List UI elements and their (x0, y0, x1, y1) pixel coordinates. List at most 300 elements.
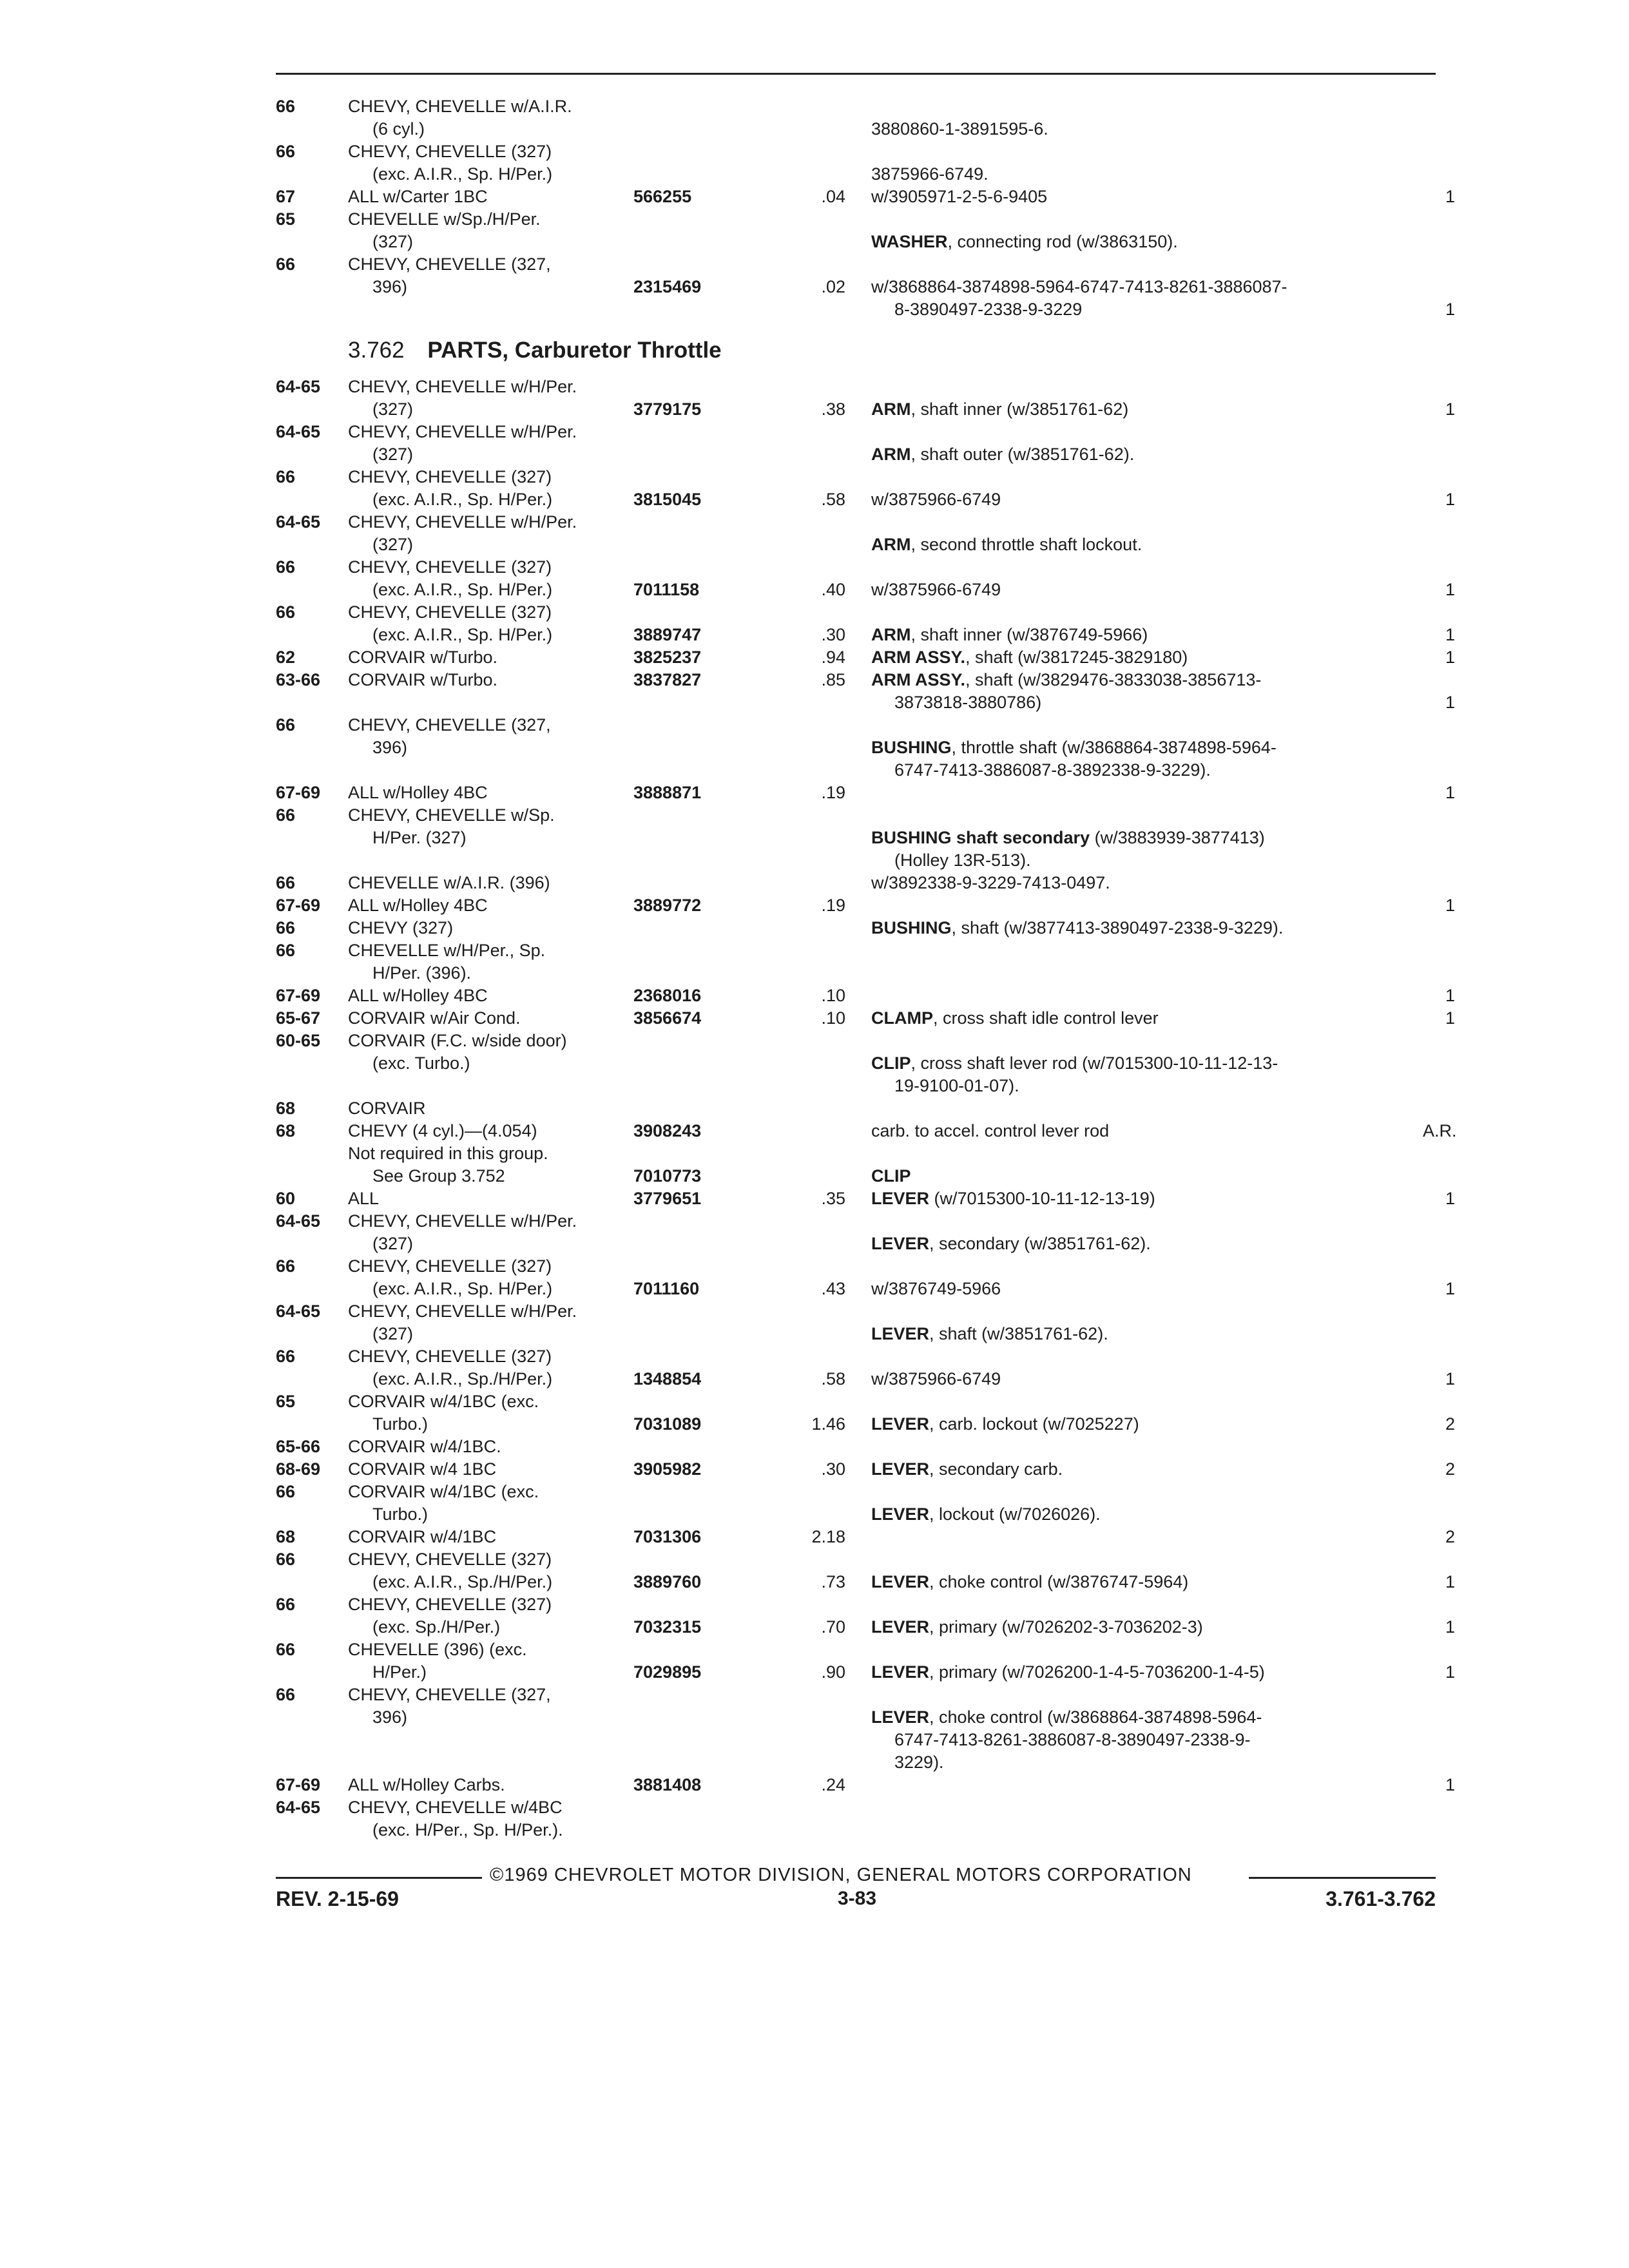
model-year: 66 (276, 467, 296, 486)
parts-row (0, 1030, 1629, 1052)
part-name: ARM (871, 445, 911, 464)
model-year: 64-65 (276, 1302, 321, 1321)
price: .70 (821, 1617, 845, 1637)
part-name: LEVER (871, 1707, 930, 1727)
price: 2.18 (811, 1527, 845, 1546)
part-name: LEVER (871, 1504, 930, 1524)
description: ARM, second throttle shaft lockout. (871, 535, 1142, 554)
description: 6747-7413-3886087-8-3892338-9-3229). (894, 760, 1211, 780)
application: CHEVY, CHEVELLE w/4BC (348, 1798, 563, 1817)
part-number: 7011158 (633, 580, 700, 599)
price: .04 (821, 187, 845, 206)
part-number: 3779651 (633, 1189, 702, 1208)
part-name: ARM (871, 535, 911, 554)
quantity: 1 (1445, 896, 1455, 915)
parts-row (0, 1458, 1629, 1480)
description: w/3875966-6749 (871, 1369, 1001, 1389)
application: CHEVY, CHEVELLE w/H/Per. (348, 377, 577, 396)
application: CORVAIR w/4 1BC (348, 1459, 497, 1479)
application: 396) (372, 1707, 408, 1727)
quantity: 1 (1445, 1279, 1455, 1298)
description: ARM ASSY., shaft (w/3829476-3833038-3856713- (871, 670, 1262, 689)
parts-row (0, 1639, 1629, 1660)
description: BUSHING shaft secondary (w/3883939-3877413) (871, 828, 1265, 847)
price: .30 (821, 625, 845, 644)
application: CHEVY, CHEVELLE (327, (348, 255, 551, 274)
description: w/3876749-5966 (871, 1279, 1001, 1298)
description: BUSHING, shaft (w/3877413-3890497-2338-9-3229). (871, 918, 1284, 937)
part-name: CLIP (871, 1166, 911, 1186)
description (871, 1165, 911, 1187)
application: Not required in this group. (348, 1144, 548, 1163)
description: LEVER, choke control (w/3876747-5964) (871, 1572, 1189, 1591)
parts-row (0, 398, 1629, 420)
application: (327) (372, 1324, 414, 1343)
part-number: 3815045 (633, 490, 702, 509)
quantity: 1 (1445, 1775, 1455, 1794)
description: CLAMP, cross shaft idle control lever (871, 1008, 1159, 1028)
parts-row (0, 939, 1629, 961)
quantity: 1 (1445, 399, 1455, 419)
part-name: CLAMP (871, 1008, 933, 1028)
application: CHEVY (4 cyl.)—(4.054) (348, 1121, 537, 1140)
parts-row (0, 1097, 1629, 1119)
parts-row (0, 1233, 1629, 1254)
parts-row (0, 1075, 1629, 1097)
parts-row (0, 298, 1629, 320)
quantity: 1 (1445, 648, 1455, 667)
parts-row (0, 466, 1629, 488)
description: w/3905971-2-5-6-9405 (871, 187, 1048, 206)
model-year: 65-66 (276, 1437, 321, 1456)
description: (Holley 13R-513). (894, 850, 1031, 870)
quantity: 1 (1445, 300, 1455, 319)
price: .35 (821, 1189, 845, 1208)
parts-row (0, 646, 1629, 668)
description: LEVER, secondary carb. (871, 1459, 1063, 1479)
quantity: 1 (1445, 693, 1455, 712)
parts-row (0, 1323, 1629, 1345)
quantity: 1 (1445, 1662, 1455, 1682)
parts-row (0, 1503, 1629, 1525)
part-name: BUSHING shaft secondary (871, 828, 1090, 847)
quantity: 1 (1445, 580, 1455, 599)
parts-row (0, 736, 1629, 758)
price: .30 (821, 1459, 845, 1479)
parts-row (0, 186, 1629, 207)
quantity: A.R. (1423, 1121, 1457, 1140)
part-name: LEVER (871, 1189, 930, 1208)
model-year: 60-65 (276, 1031, 321, 1050)
quantity: 2 (1445, 1414, 1455, 1434)
application: CHEVY, CHEVELLE w/H/Per. (348, 422, 577, 441)
part-number: 2315469 (633, 277, 702, 296)
application: ALL w/Carter 1BC (348, 187, 488, 206)
parts-row (0, 917, 1629, 939)
quantity: 1 (1445, 187, 1455, 206)
application: CHEVY (327) (348, 918, 454, 937)
parts-row (0, 1142, 1629, 1164)
price: .90 (821, 1662, 845, 1682)
application: CHEVY, CHEVELLE w/H/Per. (348, 1302, 577, 1321)
model-year: 63-66 (276, 670, 321, 689)
application: See Group 3.752 (372, 1166, 505, 1186)
part-number: 7031306 (633, 1527, 702, 1546)
quantity: 1 (1445, 1008, 1455, 1028)
parts-row (0, 1684, 1629, 1706)
model-year: 66 (276, 1640, 296, 1659)
parts-row (0, 421, 1629, 443)
part-name: LEVER (871, 1662, 930, 1682)
parts-row (0, 1774, 1629, 1796)
application: CORVAIR w/4/1BC (348, 1527, 497, 1546)
model-year: 62 (276, 648, 296, 667)
part-number: 7029895 (633, 1662, 702, 1682)
description: LEVER, shaft (w/3851761-62). (871, 1324, 1108, 1343)
price: .19 (821, 896, 845, 915)
description: BUSHING, throttle shaft (w/3868864-3874898-5964- (871, 738, 1277, 757)
model-year: 66 (276, 805, 296, 825)
application: (327) (372, 232, 414, 251)
quantity: 1 (1445, 1369, 1455, 1389)
application: CHEVY, CHEVELLE (327, (348, 1685, 551, 1704)
part-number: 3888871 (633, 783, 702, 802)
parts-row (0, 894, 1629, 916)
description: ARM ASSY., shaft (w/3817245-3829180) (871, 648, 1188, 667)
parts-row (0, 1661, 1629, 1683)
application: 396) (372, 738, 408, 757)
revision-date: REV. 2-15-69 (276, 1887, 399, 1910)
application: CORVAIR w/Turbo. (348, 670, 498, 689)
parts-row (0, 1729, 1629, 1751)
section-title: PARTS, Carburetor Throttle (427, 338, 722, 363)
page-number: 3-83 (838, 1888, 877, 1909)
part-number: 7011160 (633, 1279, 700, 1298)
description: CLIP, cross shaft lever rod (w/7015300-10-11-12-13- (871, 1053, 1278, 1073)
parts-row (0, 1571, 1629, 1593)
description: w/3868864-3874898-5964-6747-7413-8261-3886087- (871, 277, 1287, 296)
parts-row (0, 95, 1629, 117)
parts-row (0, 1210, 1629, 1232)
parts-row (0, 276, 1629, 298)
application: (327) (372, 1234, 414, 1253)
description: ARM, shaft outer (w/3851761-62). (871, 445, 1135, 464)
quantity: 1 (1445, 490, 1455, 509)
parts-row (0, 253, 1629, 275)
part-number: 3889760 (633, 1572, 702, 1591)
description: w/3892338-9-3229-7413-0497. (871, 873, 1110, 892)
quantity: 1 (1445, 783, 1455, 802)
model-year: 66 (276, 1685, 296, 1704)
application: CHEVY, CHEVELLE w/H/Per. (348, 512, 577, 532)
part-name: LEVER (871, 1234, 930, 1253)
parts-row (0, 118, 1629, 140)
parts-row (0, 488, 1629, 510)
parts-row (0, 1796, 1629, 1818)
application: H/Per.) (372, 1662, 427, 1682)
part-number: 566255 (633, 187, 692, 206)
parts-row (0, 1436, 1629, 1457)
parts-row (0, 579, 1629, 601)
model-year: 66 (276, 1482, 296, 1501)
part-number: 3856674 (633, 1008, 702, 1028)
application: (exc. A.I.R., Sp. H/Per.) (372, 1279, 553, 1298)
description: 8-3890497-2338-9-3229 (894, 300, 1083, 319)
application: (exc. A.I.R., Sp. H/Per.) (372, 164, 553, 184)
price: .10 (821, 986, 845, 1005)
description: WASHER, connecting rod (w/3863150). (871, 232, 1178, 251)
part-number: 3881408 (633, 1775, 702, 1794)
model-year: 68 (276, 1121, 296, 1140)
parts-row (0, 1819, 1629, 1841)
model-year: 67-69 (276, 986, 321, 1005)
application: CHEVY, CHEVELLE (327) (348, 557, 552, 577)
section-number: 3.762 (348, 338, 405, 363)
model-year: 66 (276, 873, 296, 892)
footer (0, 1862, 1629, 1888)
part-number: 3889747 (633, 625, 702, 644)
application: ALL w/Holley 4BC (348, 896, 488, 915)
parts-row (0, 376, 1629, 398)
part-name: LEVER (871, 1414, 930, 1434)
part-number: 1348854 (633, 1369, 702, 1389)
part-name: CLIP (871, 1053, 911, 1073)
model-year: 64-65 (276, 1211, 321, 1231)
application: CORVAIR w/4/1BC (exc. (348, 1392, 539, 1411)
parts-row (0, 1120, 1629, 1142)
part-name: ARM (871, 399, 911, 419)
application: CHEVELLE w/H/Per., Sp. (348, 941, 546, 960)
part-number: 2368016 (633, 986, 702, 1005)
description: 3873818-3880786) (894, 693, 1042, 712)
application: CHEVELLE w/Sp./H/Per. (348, 209, 541, 229)
part-name: LEVER (871, 1324, 930, 1343)
model-year: 68-69 (276, 1459, 321, 1479)
application: CHEVY, CHEVELLE (327) (348, 1550, 552, 1569)
model-year: 68 (276, 1099, 296, 1118)
model-year: 66 (276, 941, 296, 960)
part-number: 7032315 (633, 1617, 702, 1637)
parts-row (0, 601, 1629, 623)
description: LEVER, lockout (w/7026026). (871, 1504, 1101, 1524)
application: CORVAIR w/4/1BC (exc. (348, 1482, 539, 1501)
model-year: 66 (276, 715, 296, 735)
parts-row (0, 985, 1629, 1006)
parts-row (0, 669, 1629, 691)
part-name: WASHER (871, 232, 948, 251)
model-year: 64-65 (276, 512, 321, 532)
price: .40 (821, 580, 845, 599)
model-year: 66 (276, 1256, 296, 1276)
part-number: 7031089 (633, 1414, 702, 1434)
price: .58 (821, 490, 845, 509)
application: (exc. A.I.R., Sp. H/Per.) (372, 580, 553, 599)
model-year: 64-65 (276, 377, 321, 396)
parts-row (0, 1007, 1629, 1029)
description: LEVER, secondary (w/3851761-62). (871, 1234, 1151, 1253)
part-name: LEVER (871, 1617, 930, 1637)
part-name: BUSHING (871, 738, 952, 757)
parts-row (0, 1616, 1629, 1638)
application: ALL w/Holley 4BC (348, 783, 488, 802)
quantity: 1 (1445, 1617, 1455, 1637)
parts-row (0, 1255, 1629, 1277)
application: CHEVY, CHEVELLE (327) (348, 602, 552, 622)
application: ALL w/Holley Carbs. (348, 1775, 505, 1794)
parts-row (0, 624, 1629, 646)
description: 3875966-6749. (871, 164, 988, 184)
parts-row (0, 443, 1629, 465)
part-name: LEVER (871, 1572, 930, 1591)
price: .58 (821, 1369, 845, 1389)
description: LEVER, carb. lockout (w/7025227) (871, 1414, 1139, 1434)
part-name: ARM ASSY. (871, 670, 966, 689)
parts-row (0, 691, 1629, 713)
quantity: 1 (1445, 625, 1455, 644)
application: (exc. A.I.R., Sp. H/Per.) (372, 490, 553, 509)
application: ALL w/Holley 4BC (348, 986, 488, 1005)
description: w/3875966-6749 (871, 490, 1001, 509)
model-year: 64-65 (276, 1798, 321, 1817)
parts-row (0, 556, 1629, 578)
parts-row (0, 1165, 1629, 1187)
parts-row (0, 1481, 1629, 1503)
application: CHEVY, CHEVELLE w/Sp. (348, 805, 555, 825)
parts-row (0, 208, 1629, 230)
quantity: 1 (1445, 1572, 1455, 1591)
model-year: 66 (276, 602, 296, 622)
group-range: 3.761-3.762 (1325, 1887, 1436, 1910)
price: .19 (821, 783, 845, 802)
application: (327) (372, 399, 414, 419)
description: w/3875966-6749 (871, 580, 1001, 599)
model-year: 66 (276, 1595, 296, 1614)
model-year: 66 (276, 142, 296, 161)
price: .02 (821, 277, 845, 296)
description: 3229). (894, 1753, 944, 1772)
application: CORVAIR (F.C. w/side door) (348, 1031, 567, 1050)
price: .10 (821, 1008, 845, 1028)
price: 1.46 (811, 1414, 845, 1434)
application: 396) (372, 277, 408, 296)
description: LEVER, choke control (w/3868864-3874898-5964- (871, 1707, 1262, 1727)
parts-row (0, 231, 1629, 253)
model-year: 65 (276, 209, 296, 229)
application: Turbo.) (372, 1504, 429, 1524)
part-number: 7010773 (633, 1166, 702, 1186)
parts-row (0, 1593, 1629, 1615)
application: Turbo.) (372, 1414, 429, 1434)
quantity: 2 (1445, 1459, 1455, 1479)
application: CHEVY, CHEVELLE (327) (348, 1347, 552, 1366)
top-rule (276, 73, 1436, 75)
parts-row (0, 1390, 1629, 1412)
application: CORVAIR (348, 1099, 426, 1118)
description: LEVER (w/7015300-10-11-12-13-19) (871, 1189, 1155, 1208)
model-year: 67 (276, 187, 296, 206)
model-year: 67-69 (276, 896, 321, 915)
application: CORVAIR w/4/1BC. (348, 1437, 501, 1456)
part-number: 3908243 (633, 1121, 702, 1140)
parts-row (0, 1300, 1629, 1322)
description: LEVER, primary (w/7026202-3-7036202-3) (871, 1617, 1203, 1637)
application: CORVAIR w/Turbo. (348, 648, 498, 667)
model-year: 68 (276, 1527, 296, 1546)
application: CHEVY, CHEVELLE (327) (348, 1595, 552, 1614)
application: (exc. H/Per., Sp. H/Per.). (372, 1820, 563, 1840)
price: .38 (821, 399, 845, 419)
parts-row (0, 533, 1629, 555)
part-number: 3905982 (633, 1459, 702, 1479)
application: CORVAIR w/Air Cond. (348, 1008, 521, 1028)
model-year: 66 (276, 918, 296, 937)
part-name: BUSHING (871, 918, 952, 937)
application: (6 cyl.) (372, 119, 425, 139)
quantity: 1 (1445, 1189, 1455, 1208)
price: .85 (821, 670, 845, 689)
parts-row (0, 163, 1629, 185)
parts-row (0, 849, 1629, 871)
model-year: 64-65 (276, 422, 321, 441)
description: carb. to accel. control lever rod (871, 1121, 1110, 1140)
part-name: LEVER (871, 1459, 930, 1479)
parts-row (0, 962, 1629, 984)
model-year: 66 (276, 1550, 296, 1569)
application: CHEVY, CHEVELLE (327) (348, 1256, 552, 1276)
model-year: 66 (276, 557, 296, 577)
parts-row (0, 511, 1629, 533)
application: (327) (372, 535, 414, 554)
parts-row (0, 872, 1629, 894)
application: (exc. Turbo.) (372, 1053, 470, 1073)
parts-row (0, 1345, 1629, 1367)
application: (exc. A.I.R., Sp./H/Per.) (372, 1369, 553, 1389)
model-year: 66 (276, 255, 296, 274)
description: 6747-7413-8261-3886087-8-3890497-2338-9- (894, 1730, 1251, 1749)
parts-row (0, 804, 1629, 826)
price: .24 (821, 1775, 845, 1794)
copyright-notice: ©1969 CHEVROLET MOTOR DIVISION, GENERAL MOTORS CORPORATION (490, 1865, 1192, 1885)
application: CHEVY, CHEVELLE (327, (348, 715, 551, 735)
model-year: 60 (276, 1189, 296, 1208)
part-name: ARM (871, 625, 911, 644)
description: ARM, shaft inner (w/3851761-62) (871, 399, 1129, 419)
model-year: 66 (276, 97, 296, 116)
parts-row (0, 1413, 1629, 1435)
part-number: 3889772 (633, 896, 702, 915)
section-heading (348, 336, 722, 365)
parts-row (0, 1751, 1629, 1773)
model-year: 65 (276, 1392, 296, 1411)
quantity: 2 (1445, 1527, 1455, 1546)
parts-row (0, 1526, 1629, 1548)
part-number: 3779175 (633, 399, 702, 419)
application: H/Per. (327) (372, 828, 467, 847)
parts-row (0, 827, 1629, 849)
description: ARM, shaft inner (w/3876749-5966) (871, 625, 1148, 644)
application: CHEVY, CHEVELLE w/A.I.R. (348, 97, 572, 116)
model-year: 67-69 (276, 783, 321, 802)
model-year: 65-67 (276, 1008, 321, 1028)
description: 19-9100-01-07). (894, 1076, 1019, 1095)
application: CHEVY, CHEVELLE w/H/Per. (348, 1211, 577, 1231)
application: CHEVELLE w/A.I.R. (396) (348, 873, 550, 892)
parts-row (0, 782, 1629, 803)
model-year: 67-69 (276, 1775, 321, 1794)
application: (exc. A.I.R., Sp. H/Per.) (372, 625, 553, 644)
application: H/Per. (396). (372, 963, 472, 983)
parts-row (0, 140, 1629, 162)
